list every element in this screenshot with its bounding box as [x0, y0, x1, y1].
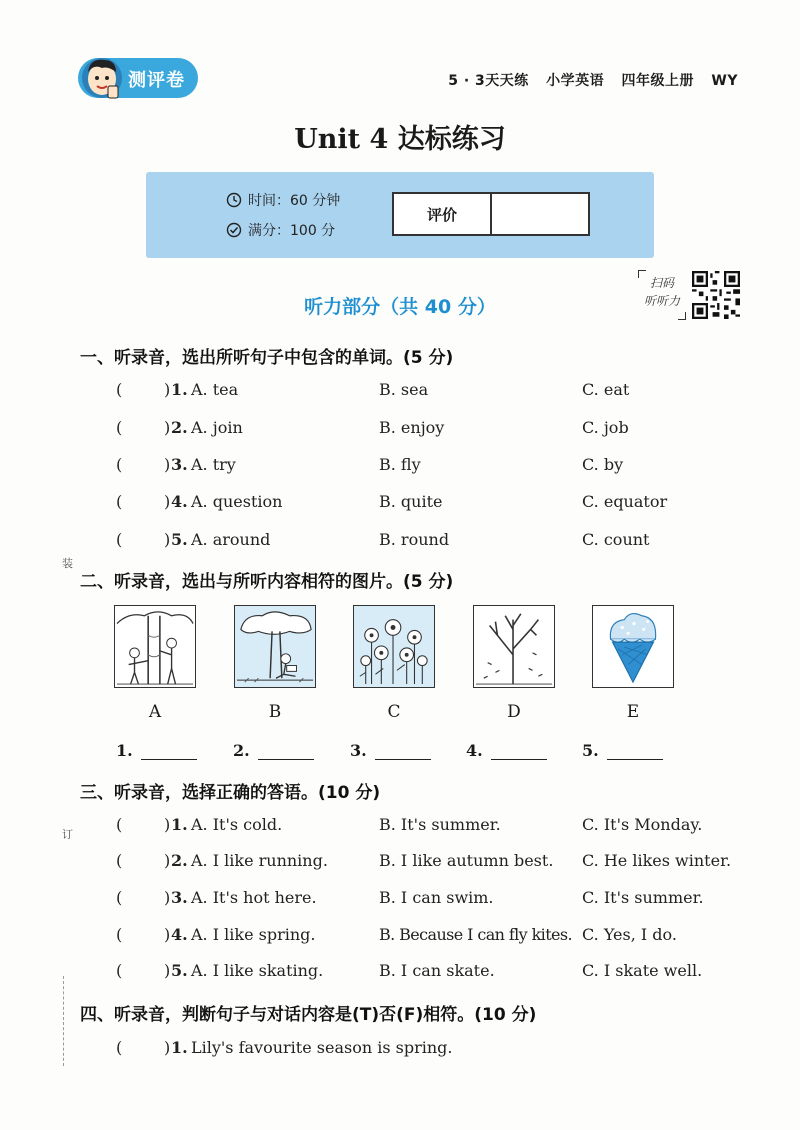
time-line	[226, 190, 340, 210]
grade: 四年级上册	[621, 73, 695, 89]
section3-heading: 三、听录音，选择正确的答语。(10 分)	[80, 783, 381, 803]
binding-line	[63, 976, 64, 1066]
series-name: 5 · 3天天练	[448, 73, 529, 89]
answer-blank	[233, 741, 314, 760]
question-number: 4.	[171, 925, 188, 944]
grade-label: 评价	[394, 194, 492, 234]
option-b[interactable]: B. sea	[379, 380, 429, 399]
blank-number: 1.	[116, 741, 133, 760]
picture-label: D	[507, 702, 521, 722]
option-a[interactable]: A. I like skating.	[191, 961, 324, 980]
answer-bracket-open: (	[116, 380, 123, 399]
option-a[interactable]: A. It's hot here.	[191, 888, 317, 907]
option-b[interactable]: B. Because I can fly kites.	[379, 925, 572, 944]
question-row: ( ) 4. A. question B. quite C. equator	[116, 492, 668, 511]
question-row: ( ) 3. A. It's hot here. B. I can swim. C. It's summer.	[116, 888, 704, 907]
blank-line[interactable]	[258, 742, 314, 760]
answer-blank	[116, 741, 197, 760]
time-limit: 时间：60 分钟	[248, 193, 341, 209]
question-row: ( ) 5. A. I like skating. B. I can skate. C. I skate well.	[116, 961, 703, 980]
picture-label: A	[148, 702, 162, 722]
grade-value-field[interactable]	[492, 194, 588, 234]
option-a[interactable]: A. try	[191, 455, 236, 474]
question-row: ( ) 1. A. It's cold. B. It's summer. C. It's Monday.	[116, 815, 703, 834]
option-b[interactable]: B. It's summer.	[379, 815, 501, 834]
clock-icon	[226, 192, 242, 208]
question-number: 3.	[171, 888, 188, 907]
question-number: 2.	[171, 418, 188, 437]
listening-section-title: 听力部分（共 40 分）	[304, 296, 496, 318]
section1-heading: 一、听录音，选出所听句子中包含的单词。(5 分)	[80, 348, 454, 368]
option-b[interactable]: B. enjoy	[379, 418, 445, 437]
question-row: ( ) 2. A. join B. enjoy C. job	[116, 418, 629, 437]
badge-label: 测评卷	[128, 70, 185, 91]
picture-c[interactable]	[353, 605, 435, 688]
option-a[interactable]: A. tea	[191, 380, 239, 399]
option-c[interactable]: C. eat	[582, 380, 630, 399]
picture-b[interactable]	[234, 605, 316, 688]
blank-number: 2.	[233, 741, 250, 760]
section4-heading: 四、听录音，判断句子与对话内容是(T)否(F)相符。(10 分)	[80, 1005, 537, 1025]
option-b[interactable]: B. fly	[379, 455, 421, 474]
score-line	[226, 220, 335, 240]
option-c[interactable]: C. equator	[582, 492, 668, 511]
blank-number: 4.	[466, 741, 483, 760]
option-a[interactable]: A. I like running.	[191, 851, 328, 870]
picture-label: C	[387, 702, 401, 722]
option-b[interactable]: B. I can skate.	[379, 961, 495, 980]
option-c[interactable]: C. Yes, I do.	[582, 925, 677, 944]
series-info	[436, 70, 738, 90]
blank-line[interactable]	[491, 742, 547, 760]
section2-heading: 二、听录音，选出与所听内容相符的图片。(5 分)	[80, 572, 454, 592]
option-c[interactable]: C. by	[582, 455, 624, 474]
option-c[interactable]: C. It's summer.	[582, 888, 704, 907]
picture-e[interactable]	[592, 605, 674, 688]
people-hugging-tree-icon	[115, 606, 195, 687]
boy-reading-under-tree-icon	[235, 606, 315, 687]
option-a[interactable]: A. It's cold.	[191, 815, 283, 834]
page-title: Unit 4 达标练习	[294, 124, 506, 155]
question-number: 3.	[171, 455, 188, 474]
question-row: ( ) 3. A. try B. fly C. by	[116, 455, 624, 474]
question-row: ( ) 4. A. I like spring. B. Because I can fly kites. C. Yes, I do.	[116, 925, 677, 944]
full-score: 满分：100 分	[248, 223, 336, 239]
binding-mark: 订	[62, 828, 73, 841]
picture-d[interactable]	[473, 605, 555, 688]
blank-number: 5.	[582, 741, 599, 760]
answer-blank	[350, 741, 431, 760]
ice-cream-icon	[593, 606, 673, 687]
question-number: 5.	[171, 530, 188, 549]
question-number: 1.	[171, 1038, 188, 1057]
option-b[interactable]: B. round	[379, 530, 450, 549]
edition: WY	[711, 73, 738, 89]
option-b[interactable]: B. I can swim.	[379, 888, 494, 907]
option-c[interactable]: C. I skate well.	[582, 961, 703, 980]
option-c[interactable]: C. It's Monday.	[582, 815, 703, 834]
blank-line[interactable]	[607, 742, 663, 760]
student-mascot-icon	[78, 52, 126, 104]
question-number: 5.	[171, 961, 188, 980]
question-number: 2.	[171, 851, 188, 870]
option-c[interactable]: C. count	[582, 530, 650, 549]
question-row: ( ) 5. A. around B. round C. count	[116, 530, 650, 549]
exam-info-box	[146, 172, 654, 258]
qr-hint-line1: 扫码	[649, 276, 674, 290]
section-badge	[78, 58, 198, 98]
option-b[interactable]: B. quite	[379, 492, 443, 511]
option-c[interactable]: C. He likes winter.	[582, 851, 732, 870]
question-row: ( ) 1. Lily's favourite season is spring.	[116, 1038, 453, 1057]
question-row	[116, 380, 756, 404]
question-number: 1.	[171, 380, 188, 399]
option-a[interactable]: A. around	[191, 530, 271, 549]
grade-box	[392, 192, 590, 236]
blank-line[interactable]	[375, 742, 431, 760]
question-number: 4.	[171, 492, 188, 511]
qr-hint-line2: 听听力	[643, 294, 680, 308]
flowers-icon	[354, 606, 434, 687]
answer-blank	[466, 741, 547, 760]
answer-bracket-close: )	[164, 380, 171, 399]
blank-number: 3.	[350, 741, 367, 760]
subject: 小学英语	[546, 73, 605, 89]
bare-tree-icon	[474, 606, 554, 687]
check-circle-icon	[226, 222, 242, 238]
option-b[interactable]: B. I like autumn best.	[379, 851, 554, 870]
picture-label: E	[626, 702, 640, 722]
binding-mark: 装	[62, 557, 73, 570]
option-a[interactable]: A. question	[191, 492, 283, 511]
picture-a[interactable]	[114, 605, 196, 688]
option-a[interactable]: A. I like spring.	[191, 925, 316, 944]
question-number: 1.	[171, 815, 188, 834]
answer-blank	[582, 741, 663, 760]
blank-line[interactable]	[141, 742, 197, 760]
option-c[interactable]: C. job	[582, 418, 629, 437]
question-row: ( ) 2. A. I like running. B. I like autumn best. C. He likes winter.	[116, 851, 732, 870]
statement: Lily's favourite season is spring.	[191, 1038, 453, 1057]
option-a[interactable]: A. join	[191, 418, 243, 437]
picture-label: B	[268, 702, 282, 722]
